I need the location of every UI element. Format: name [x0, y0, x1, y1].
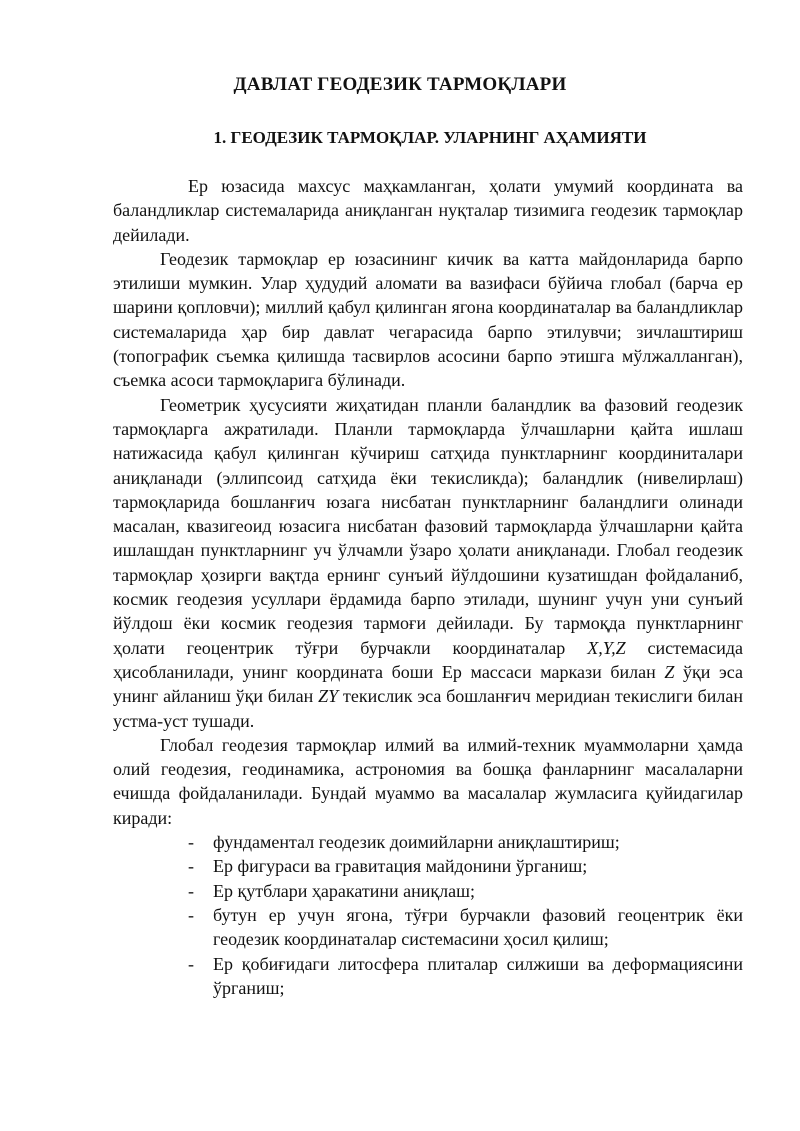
paragraph-geometric-properties	[113, 393, 743, 733]
list-item-text: Ер фигураси ва гравитация майдонини ўрганиш;	[213, 856, 588, 877]
paragraph-text-segment: Геометрик ҳусусияти жиҳатидан планли баландлик ва фазовий геодезик тармоқларга ажратилади. Планли тармоқларда ўлчашларни қайта ишлаш натижасида қабул қилинган кўчириш сатҳида пунктларнинг координиталари аниқланади (эллипсоид сатҳида ёки текисликда); баландлик (нивелирлаш) тармоқларида бошланғич юзага нисбатан пунктларнинг баландлиги олинади масалан, квазигеоид юзасига нисбатан фазовий тармоқларда ўлчашларни қайта ишлашдан пунктларнинг уч ўлчамли ўзаро ҳолати аниқланади. Глобал геодезик тармоқлар ҳозирги вақтда ернинг сунъий йўлдошини кузатишдан фойдаланиб, космик геодезия усуллари ёрдамида барпо этилади, шунинг учун уни сунъий йўлдош ёки космик геодезия тармоғи дейилади. Бу тармоқда пунктларнинг ҳолати геоцентрик тўғри бурчакли координаталар	[113, 394, 743, 658]
paragraph-text-segment: текислик эса бошланғич меридиан текислиги билан устма-уст тушади.	[113, 686, 744, 731]
list-item-text: бутун ер учун ягона, тўғри бурчакли фазовий геоцентрик ёки геодезик координаталар системасини ҳосил қилиш;	[213, 904, 743, 950]
paragraph-text-segment: системасида ҳисобланилади, унинг координата боши Ер массаси маркази билан	[113, 637, 743, 682]
list-marker: -	[188, 856, 194, 877]
section-heading: 1. ГЕОДЕЗИК ТАРМОҚЛАР. УЛАРНИНГ АҲАМИЯТИ	[213, 128, 647, 147]
axis-z: Z	[664, 661, 675, 682]
body-text	[113, 174, 743, 1000]
coordinates-xyz: X,Y,Z	[587, 637, 626, 658]
list-item-text: фундаментал геодезик доимийларни аниқлаштириш;	[213, 832, 620, 853]
list-item	[113, 952, 743, 1001]
list-marker: -	[188, 880, 194, 901]
paragraph-definition: Ер юзасида махсус маҳкамланган, ҳолати умумий координата ва баландликлар системаларида аниқланган нуқталар тизимига геодезик тармоқлар дейилади.	[113, 176, 743, 245]
paragraph-global-geodesy: Глобал геодезия тармоқлар илмий ва илмий-техник муаммоларни ҳамда олий геодезия, геодинамика, астрономия ва бошқа фанларнинг масалаларни ечишда фойдаланилади. Бундай муаммо ва масалалар жумласига қуйидагилар киради:	[113, 734, 743, 828]
list-marker: -	[188, 832, 194, 853]
list-item	[113, 879, 743, 903]
paragraph-classification: Геодезик тармоқлар ер юзасининг кичик ва катта майдонларида барпо этилиши мумкин. Улар ҳудудий аломати ва вазифаси бўйича глобал (барча ер шарини қопловчи); миллий қабул қилинган ягона координаталар ва баландликлар системаларида ҳар бир давлат чегарасида барпо этилувчи; зичлаштириш (топографик съемка қилишда тасвирлов асосини барпо этишга мўлжалланган), съемка асоси тармоқларига бўлинади.	[113, 248, 743, 391]
list-item-text: Ер қобиғидаги литосфера плиталар силжиши ва деформациясини ўрганиш;	[213, 953, 743, 998]
list-item	[113, 903, 743, 952]
document-title: ДАВЛАТ ГЕОДЕЗИК ТАРМОҚЛАРИ	[233, 74, 567, 95]
list-marker: -	[188, 953, 194, 974]
problems-list	[113, 830, 743, 1000]
list-item	[113, 854, 743, 878]
list-marker: -	[188, 904, 194, 925]
list-item-text: Ер қутблари ҳаракатини аниқлаш;	[213, 880, 475, 901]
paragraph-text-segment: ўқи эса унинг айланиш ўқи билан	[113, 661, 743, 707]
plane-zy: ZY	[318, 686, 339, 707]
list-item	[113, 830, 743, 854]
